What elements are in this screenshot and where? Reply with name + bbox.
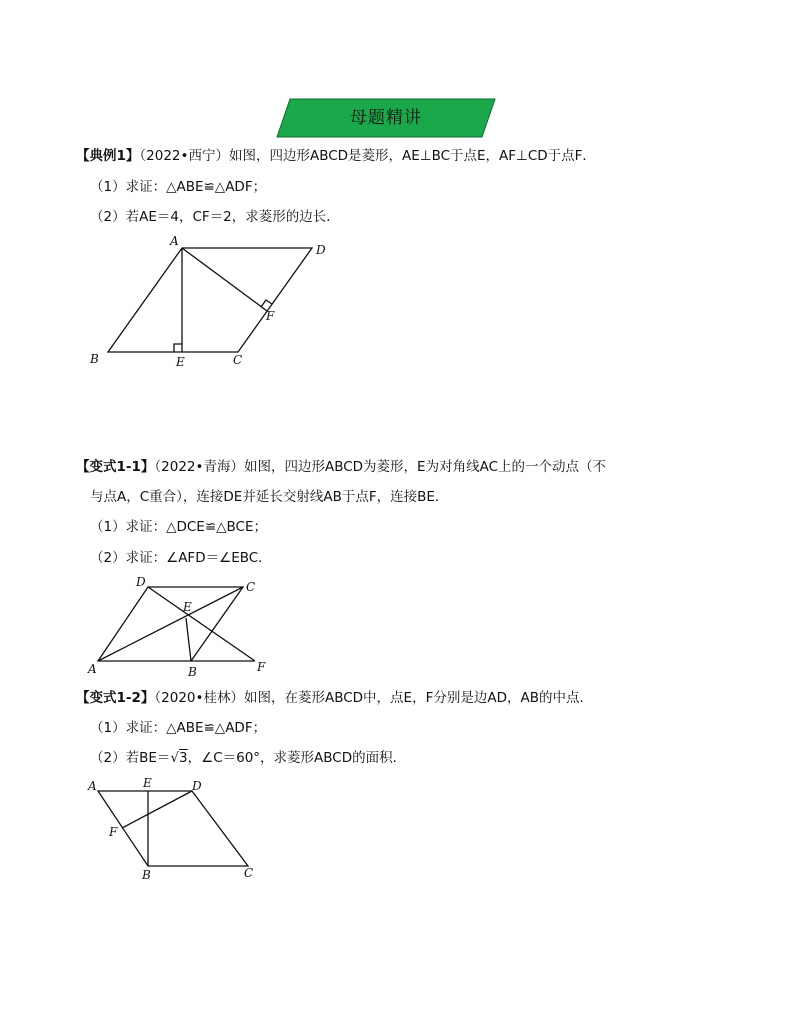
label-c: C <box>233 353 243 367</box>
variant2-source: （2020•桂林）如图，在菱形ABCD中，点E，F分别是边AD，AB的中点． <box>154 690 593 706</box>
variant1-header <box>76 457 606 477</box>
example1-tag: 【典例1】 <box>76 148 140 164</box>
example1-q2: （2）若AE＝4，CF＝2，求菱形的边长． <box>90 209 340 225</box>
label-b-v2: B <box>142 868 151 882</box>
segment-df-v2 <box>122 791 192 828</box>
section-banner <box>276 98 496 138</box>
variant2-q2-post: ，∠C＝60°，求菱形ABCD的面积． <box>187 750 407 766</box>
label-f: F <box>266 309 275 323</box>
label-f-v2: F <box>109 825 118 839</box>
diagonal-ac <box>98 587 243 661</box>
variant2-q2-sqrt: 3 <box>179 750 188 766</box>
example1-source: （2022•西宁）如图，四边形ABCD是菱形，AE⊥BC于点E，AF⊥CD于点F． <box>139 148 596 164</box>
variant2-tag: 【变式1-2】 <box>76 690 155 706</box>
variant1-q1: （1）求证：△DCE≌△BCE； <box>90 519 267 535</box>
label-f-v1: F <box>257 660 266 674</box>
rhombus-abcd-v2 <box>98 791 248 866</box>
label-b: B <box>90 352 99 366</box>
banner-title: 母题精讲 <box>350 108 422 128</box>
label-e: E <box>176 355 185 369</box>
variant1-tag: 【变式1-1】 <box>76 459 155 475</box>
example1-q1: （1）求证：△ABE≌△ADF； <box>90 179 267 195</box>
example1-header <box>76 146 596 166</box>
label-c-v1: C <box>246 580 256 594</box>
variant1-q2: （2）求证：∠AFD＝∠EBC． <box>90 550 272 566</box>
variant2-q1: （1）求证：△ABE≌△ADF； <box>90 720 267 736</box>
label-a-v1: A <box>88 662 97 676</box>
label-d: D <box>316 243 326 257</box>
variant1-figure <box>80 572 280 680</box>
label-d-v2: D <box>192 779 202 793</box>
label-e-v2: E <box>143 776 152 790</box>
variant2-figure <box>82 772 272 884</box>
variant1-source-line1: （2022•青海）如图，四边形ABCD为菱形，E为对角线AC上的一个动点（不 <box>154 459 606 475</box>
segment-df <box>148 587 255 661</box>
example1-figure <box>80 230 340 372</box>
segment-be <box>186 618 191 661</box>
sqrt-symbol: √ <box>170 750 179 766</box>
label-a: A <box>170 234 179 248</box>
right-angle-e <box>174 344 182 352</box>
variant2-header <box>76 688 593 708</box>
label-b-v1: B <box>188 665 197 679</box>
rhombus-abcd <box>108 248 312 352</box>
label-c-v2: C <box>244 866 254 880</box>
variant2-q2-pre: （2）若BE＝ <box>90 750 171 766</box>
variant2-q2 <box>90 748 406 768</box>
variant1-source-line2: 与点A，C重合），连接DE并延长交射线AB于点F，连接BE． <box>90 489 449 505</box>
label-d-v1: D <box>136 575 146 589</box>
label-e-v1: E <box>183 600 192 614</box>
segment-af <box>182 248 267 311</box>
label-a-v2: A <box>88 779 97 793</box>
